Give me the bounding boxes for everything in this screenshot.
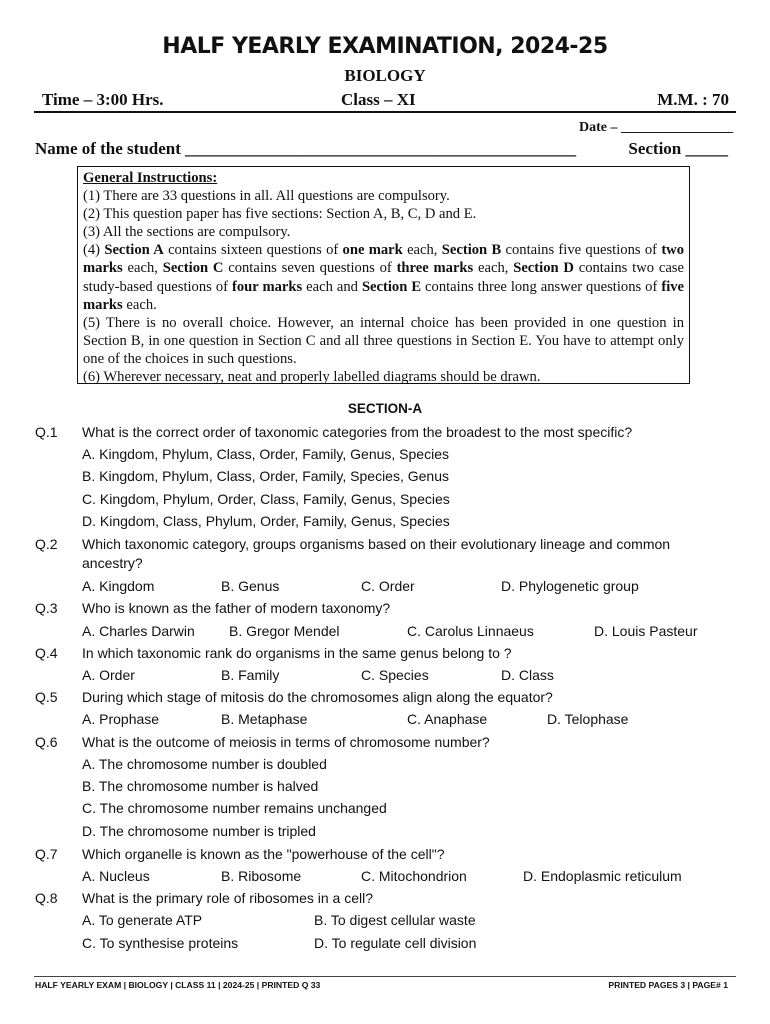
q8-number: Q.8 xyxy=(35,890,58,906)
section-a-heading: SECTION-A xyxy=(347,401,423,416)
instructions-heading: General Instructions: xyxy=(83,170,218,186)
q8-text: What is the primary role of ribosomes in a cell? xyxy=(82,890,373,906)
instruction-4: (4) Section A contains sixteen questions of one mark each, Section B contains five questions of two marks each, Section C contains seven questions of three marks each, Section D contains two case study-based questions of four marks each and Section E contains three long answer questions of five marks each. xyxy=(83,242,685,313)
subject-title: BIOLOGY xyxy=(344,66,426,85)
q1-option-c: C. Kingdom, Phylum, Order, Class, Family, Genus, Species xyxy=(82,491,450,507)
q6-number: Q.6 xyxy=(35,734,58,750)
date-field: Date – ________________ xyxy=(579,120,733,135)
q2-text-continued: ancestry? xyxy=(82,555,143,571)
q8-option-d: D. To regulate cell division xyxy=(314,935,477,951)
q4-option-d: D. Class xyxy=(501,667,554,683)
instruction-1: (1) There are 33 questions in all. All questions are compulsory. xyxy=(83,188,450,205)
q4-option-b: B. Family xyxy=(221,667,280,683)
footer-right: PRINTED PAGES 3 | PAGE# 1 xyxy=(608,980,728,990)
q3-option-c: C. Carolus Linnaeus xyxy=(407,623,534,639)
q5-number: Q.5 xyxy=(35,689,58,705)
q3-number: Q.3 xyxy=(35,600,58,616)
q3-option-b: B. Gregor Mendel xyxy=(229,623,340,639)
header-divider xyxy=(34,111,736,113)
instruction-2: (2) This question paper has five sections: Section A, B, C, D and E. xyxy=(83,206,477,223)
q6-option-b: B. The chromosome number is halved xyxy=(82,778,319,794)
q2-number: Q.2 xyxy=(35,536,58,552)
q3-option-a: A. Charles Darwin xyxy=(82,623,195,639)
instruction-6: (6) Wherever necessary, neat and properly labelled diagrams should be drawn. xyxy=(83,369,541,386)
general-instructions-box xyxy=(77,166,690,384)
q7-option-c: C. Mitochondrion xyxy=(361,868,467,884)
q1-option-b: B. Kingdom, Phylum, Class, Order, Family, Species, Genus xyxy=(82,468,449,484)
q6-text: What is the outcome of meiosis in terms of chromosome number? xyxy=(82,734,490,750)
q4-number: Q.4 xyxy=(35,645,58,661)
q1-option-d: D. Kingdom, Class, Phylum, Order, Family, Genus, Species xyxy=(82,513,450,529)
q5-option-d: D. Telophase xyxy=(547,711,629,727)
q5-option-a: A. Prophase xyxy=(82,711,160,727)
q7-option-d: D. Endoplasmic reticulum xyxy=(523,868,682,884)
section-field: Section _____ xyxy=(628,139,728,158)
q7-text: Which organelle is known as the "powerhouse of the cell"? xyxy=(82,846,445,862)
q6-option-a: A. The chromosome number is doubled xyxy=(82,756,327,772)
student-name-field: Name of the student ______________________________________________ xyxy=(35,139,577,158)
q7-number: Q.7 xyxy=(35,846,58,862)
q7-option-a: A. Nucleus xyxy=(82,868,150,884)
q2-option-c: C. Order xyxy=(361,578,415,594)
q4-option-c: C. Species xyxy=(361,667,429,683)
q8-option-b: B. To digest cellular waste xyxy=(314,912,476,928)
footer-left: HALF YEARLY EXAM | BIOLOGY | CLASS 11 | 2024-25 | PRINTED Q 33 xyxy=(35,980,321,990)
q8-option-a: A. To generate ATP xyxy=(82,912,203,928)
q2-option-d: D. Phylogenetic group xyxy=(501,578,639,594)
time-label: Time – 3:00 Hrs. xyxy=(42,90,164,109)
q4-option-a: A. Order xyxy=(82,667,135,683)
max-marks-label: M.M. : 70 xyxy=(657,90,729,109)
q5-text: During which stage of mitosis do the chromosomes align along the equator? xyxy=(82,689,553,705)
q4-text: In which taxonomic rank do organisms in the same genus belong to ? xyxy=(82,645,512,661)
q8-option-c: C. To synthesise proteins xyxy=(82,935,239,951)
q6-option-d: D. The chromosome number is tripled xyxy=(82,823,316,839)
q6-option-c: C. The chromosome number remains unchanged xyxy=(82,800,387,816)
q3-text: Who is known as the father of modern taxonomy? xyxy=(82,600,391,616)
exam-title: HALF YEARLY EXAMINATION, 2024-25 xyxy=(162,34,608,59)
footer-divider xyxy=(34,976,736,977)
q2-option-b: B. Genus xyxy=(221,578,280,594)
q2-option-a: A. Kingdom xyxy=(82,578,155,594)
q7-option-b: B. Ribosome xyxy=(221,868,302,884)
q5-option-c: C. Anaphase xyxy=(407,711,488,727)
q2-text: Which taxonomic category, groups organisms based on their evolutionary lineage and common xyxy=(82,536,671,552)
q3-option-d: D. Louis Pasteur xyxy=(594,623,698,639)
instruction-3: (3) All the sections are compulsory. xyxy=(83,224,291,241)
q1-text: What is the correct order of taxonomic categories from the broadest to the most specific? xyxy=(82,424,633,440)
q1-option-a: A. Kingdom, Phylum, Class, Order, Family, Genus, Species xyxy=(82,446,449,462)
q5-option-b: B. Metaphase xyxy=(221,711,308,727)
instruction-5: (5) There is no overall choice. However, an internal choice has been provided in one question in Section B, in one question in Section C and all three questions in Section E. You have to attempt only one of the choices in such questions. xyxy=(83,314,684,367)
q1-number: Q.1 xyxy=(35,424,58,440)
class-label: Class – XI xyxy=(341,90,416,109)
